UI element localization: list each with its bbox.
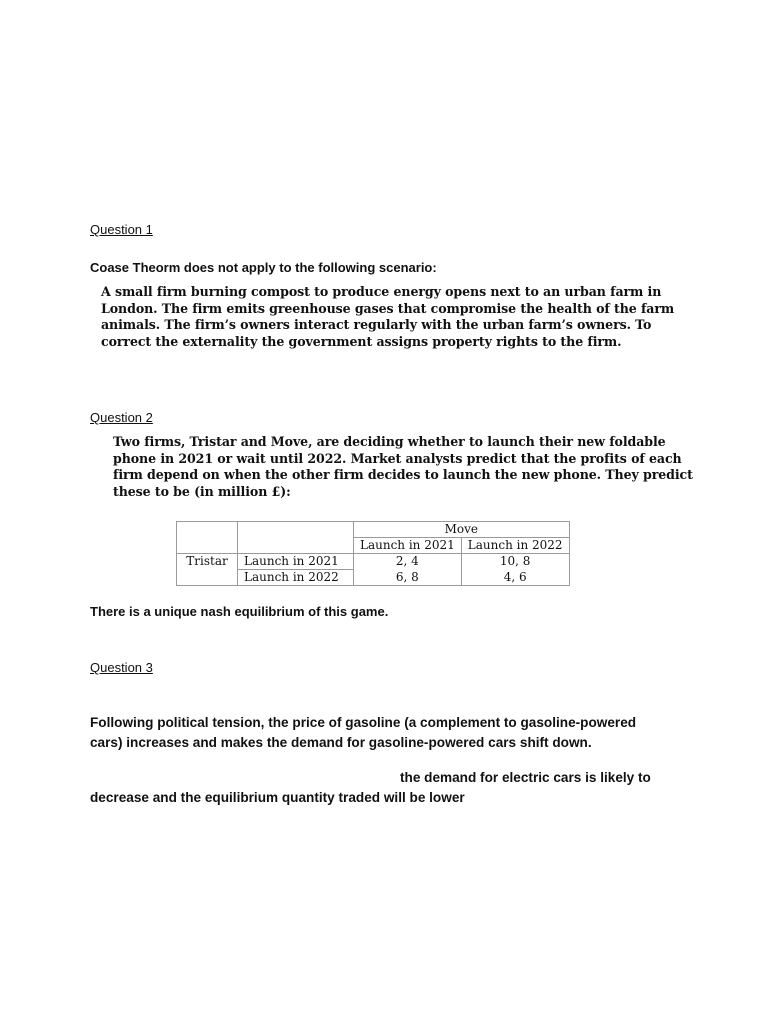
intro-line: these to be (in million £): <box>113 483 291 499</box>
question-2-intro <box>113 434 693 500</box>
paragraph-line: cars) increases and makes the demand for gasoline-powered cars shift down. <box>90 735 592 750</box>
scenario-line: correct the externality the government assigns property rights to the firm. <box>101 333 622 349</box>
scenario-line: A small firm burning compost to produce energy opens next to an urban farm in <box>101 284 662 299</box>
table-corner <box>238 538 354 554</box>
row-option: Launch in 2022 <box>238 570 354 586</box>
question-3-heading: Question 3 <box>90 660 153 675</box>
column-player-label: Move <box>354 522 570 538</box>
intro-line: phone in 2021 or wait until 2022. Market analysts predict that the profits of each <box>113 450 682 466</box>
question-1-statement: Coase Theorm does not apply to the following scenario: <box>90 260 437 275</box>
table-corner <box>177 538 238 554</box>
question-2-statement: There is a unique nash equilibrium of this game. <box>90 604 389 619</box>
payoff-cell: 10, 8 <box>461 554 569 570</box>
question-1-scenario <box>101 284 674 350</box>
scenario-line: animals. The firm’s owners interact regularly with the urban farm’s owners. To <box>101 317 652 332</box>
table-corner <box>238 522 354 538</box>
payoff-cell: 4, 6 <box>461 570 569 586</box>
column-option: Launch in 2022 <box>461 538 569 554</box>
row-player-label: Tristar <box>177 554 238 586</box>
table-corner <box>177 522 238 538</box>
scenario-line: London. The firm emits greenhouse gases that compromise the health of the farm <box>101 300 675 316</box>
question-3-paragraph <box>90 713 636 753</box>
paragraph-line: Following political tension, the price of gasoline (a complement to gasoline-powered <box>90 715 637 730</box>
payoff-cell: 6, 8 <box>354 570 462 586</box>
payoff-cell: 2, 4 <box>354 554 462 570</box>
question-2-heading: Question 2 <box>90 410 153 425</box>
intro-line: firm depend on when the other firm decides to launch the new phone. They predict <box>113 467 693 482</box>
row-option: Launch in 2021 <box>238 554 354 570</box>
question-1-heading: Question 1 <box>90 222 153 237</box>
column-option: Launch in 2021 <box>354 538 462 554</box>
payoff-table <box>176 521 570 586</box>
question-3-conclusion-line-1: the demand for electric cars is likely to <box>400 770 651 785</box>
intro-line: Two firms, Tristar and Move, are deciding whether to launch their new foldable <box>113 434 666 449</box>
question-3-conclusion-line-2: decrease and the equilibrium quantity traded will be lower <box>90 790 465 805</box>
